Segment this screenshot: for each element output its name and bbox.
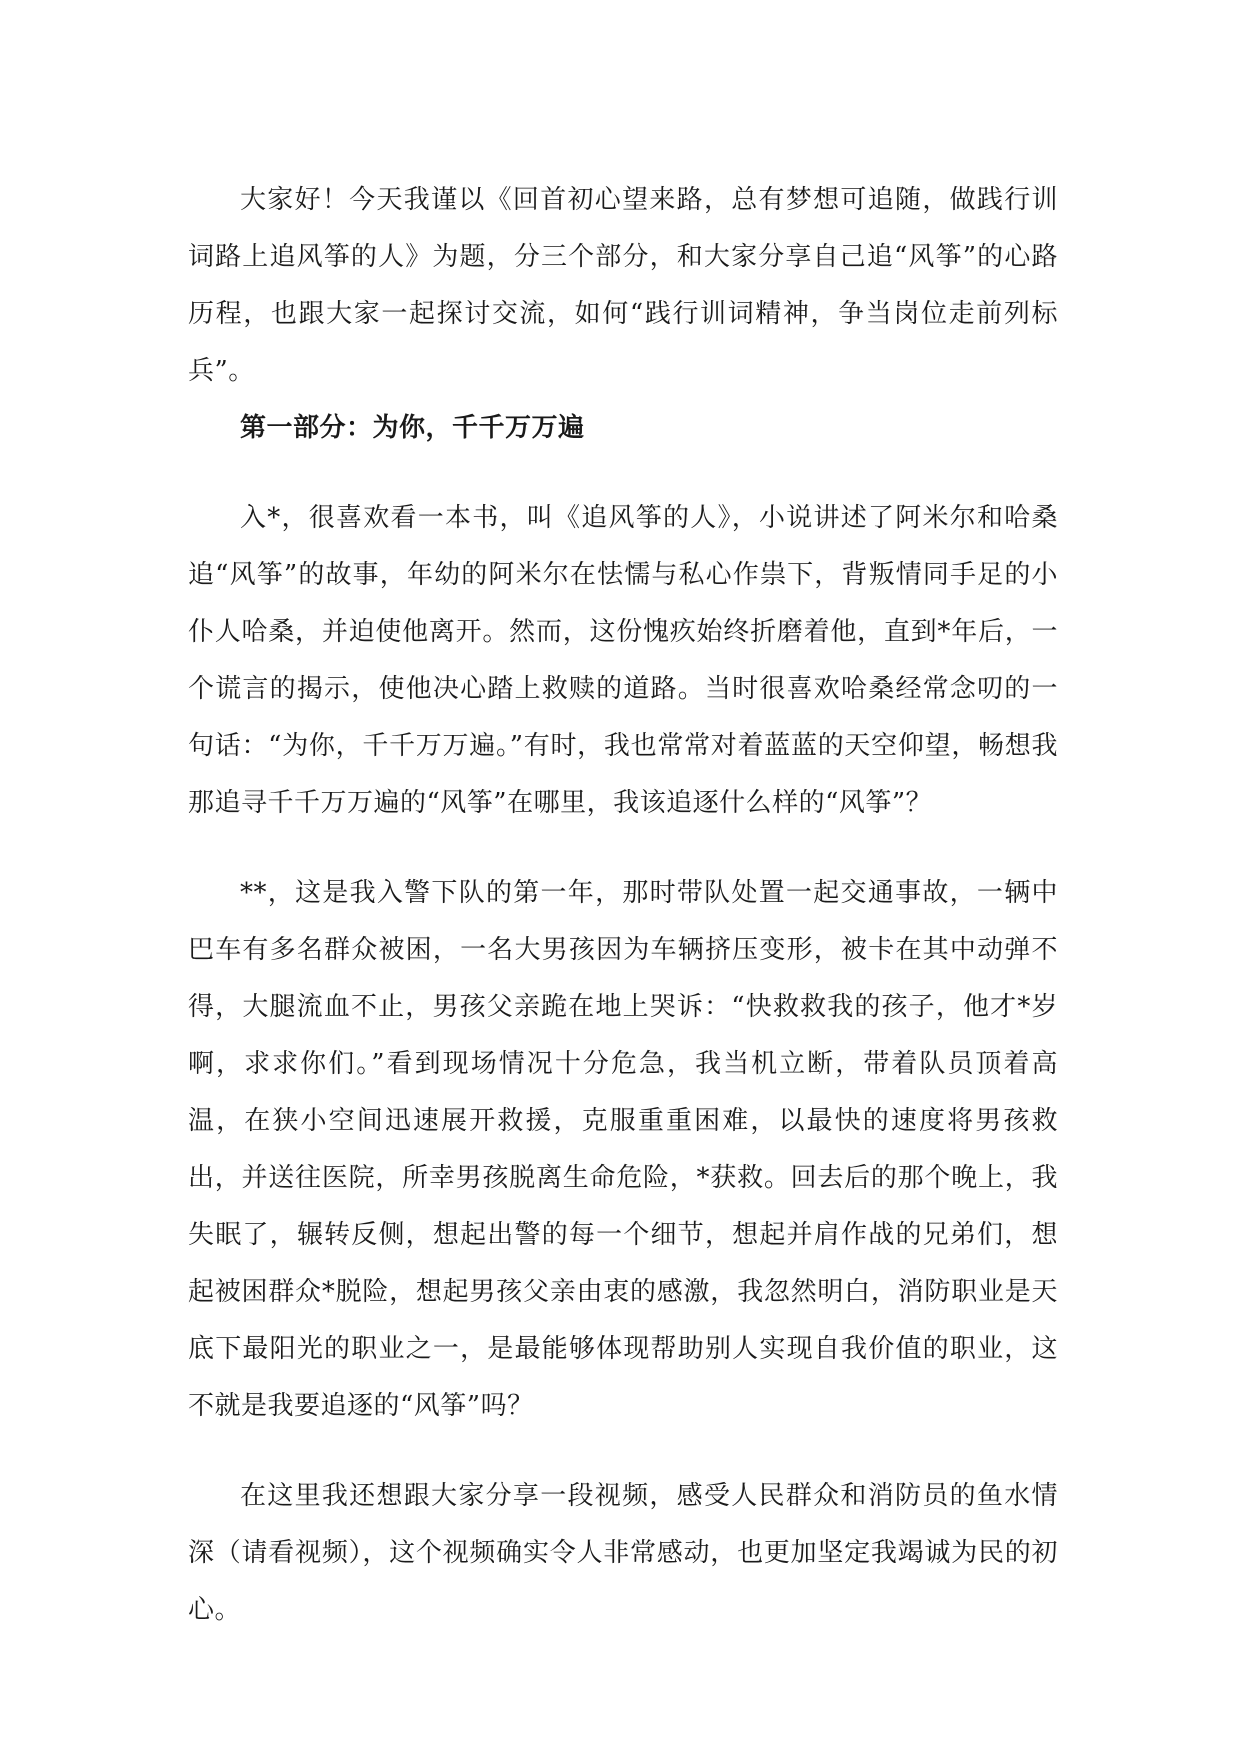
body-paragraph-2: **，这是我入警下队的第一年，那时带队处置一起交通事故，一辆中巴车有多名群众被困，一名大男孩因为车辆挤压变形，被卡在其中动弹不得，大腿流血不止，男孩父亲跪在地上哭诉：“快救救我的孩子，他才*岁啊，求求你们。”看到现场情况十分危急，我当机立断，带着队员顶着高温，在狭小空间迅速展开救援，克服重重困难，以最快的速度将男孩救出，并送往医院，所幸男孩脱离生命危险，*获救。回去后的那个晚上，我失眠了，辗转反侧，想起出警的每一个细节，想起并肩作战的兄弟们，想起被困群众*脱险，想起男孩父亲由衷的感激，我忽然明白，消防职业是天底下最阳光的职业之一，是最能够体现帮助别人实现自我价值的职业，这不就是我要追逐的“风筝”吗？ [188,878,1058,1421]
section-heading: 第一部分：为你，千千万万遍 [240,413,585,443]
intro-paragraph: 大家好！今天我谨以《回首初心望来路，总有梦想可追随，做践行训词路上追风筝的人》为题，分三个部分，和大家分享自己追“风筝”的心路历程，也跟大家一起探讨交流，如何“践行训词精神，争当岗位走前列标兵”。 [188,185,1058,386]
document-body [188,172,1058,1639]
body-paragraph-3: 在这里我还想跟大家分享一段视频，感受人民群众和消防员的鱼水情深（请看视频），这个视频确实令人非常感动，也更加坚定我竭诚为民的初心。 [188,1481,1058,1625]
body-paragraph-1: 入*，很喜欢看一本书，叫《追风筝的人》，小说讲述了阿米尔和哈桑追“风筝”的故事，年幼的阿米尔在怯懦与私心作祟下，背叛情同手足的小仆人哈桑，并迫使他离开。然而，这份愧疚始终折磨着他，直到*年后，一个谎言的揭示，使他决心踏上救赎的道路。当时很喜欢哈桑经常念叨的一句话：“为你，千千万万遍。”有时，我也常常对着蓝蓝的天空仰望，畅想我那追寻千千万万遍的“风筝”在哪里，我该追逐什么样的“风筝”？ [188,503,1058,818]
